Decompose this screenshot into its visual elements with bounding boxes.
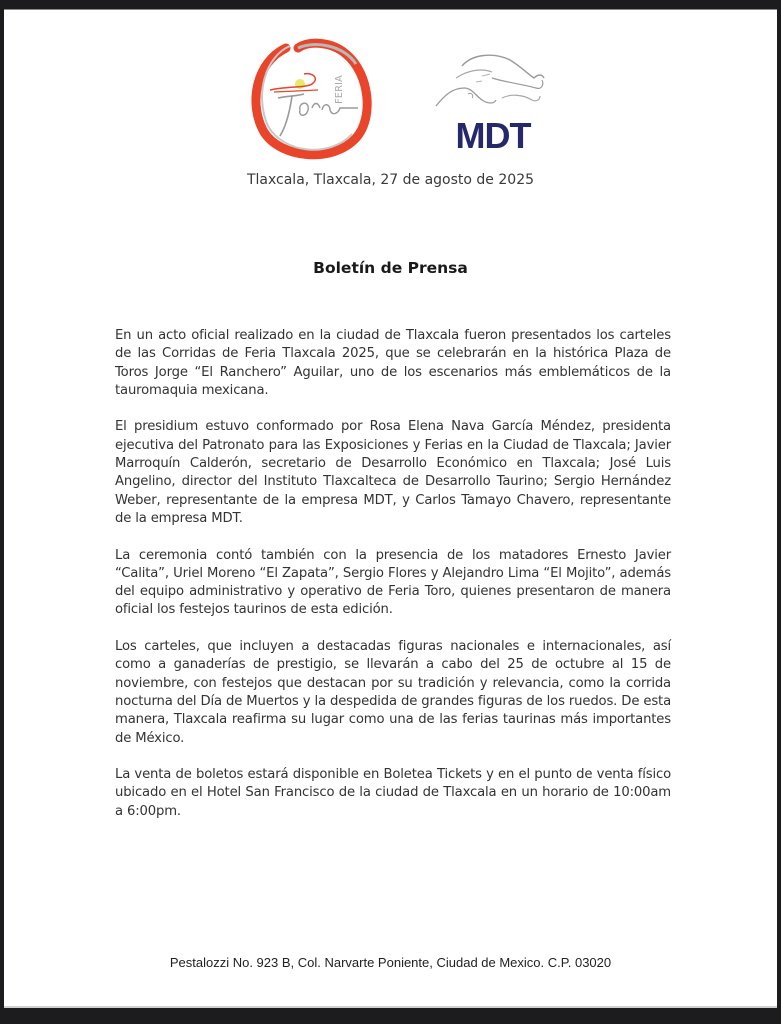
dateline: Tlaxcala, Tlaxcala, 27 de agosto de 2025 xyxy=(246,172,535,188)
paragraph: La venta de boletos estará disponible en Boletea Tickets y en el punto de venta físico ubicado en el Hotel San Francisco de la ciudad de Tlaxcala en un horario de 10:00am a 6:00pm. xyxy=(115,767,671,819)
mdt-wordmark: MDT xyxy=(455,115,531,156)
mdt-logo xyxy=(432,48,554,160)
paragraph: La ceremonia contó también con la presencia de los matadores Ernesto Javier “Calita”, Uriel Moreno “El Zapata”, Sergio Flores y Alejandro Lima “El Mojito”, además del equipo administrativo y operativo de Feria Toro, quienes presentaron de manera oficial los festejos taurinos de esta edición. xyxy=(115,547,671,618)
document-body xyxy=(115,327,671,839)
svg-text:FERIA: FERIA xyxy=(334,75,345,104)
paragraph: Los carteles, que incluyen a destacadas figuras nacionales e internacionales, así como a ganaderías de prestigio, se llevarán a cabo del 25 de octubre al 15 de noviembre, con festejos que destacan por su tradición y relevancia, como la corrida nocturna del Día de Muertos y la despedida de grandes figuras de los ruedos. De esta manera, Tlaxcala reafirma su lugar como una de las ferias taurinas más importantes de México. xyxy=(115,639,671,746)
document-page xyxy=(4,9,777,1008)
bull-icon xyxy=(432,48,554,118)
paragraph: El presidium estuvo conformado por Rosa Elena Nava García Méndez, presidenta ejecutiva del Patronato para las Exposiciones y Ferias en la Ciudad de Tlaxcala; Javier Marroquín Calderón, secretario de Desarrollo Económico en Tlaxcala; José Luis Angelino, director del Instituto Tlaxcalteca de Desarrollo Taurino; Sergio Hernández Weber, representante de la empresa MDT, y Carlos Tamayo Chavero, representante de la empresa MDT. xyxy=(115,419,671,526)
document-title: Boletín de Prensa xyxy=(313,259,468,277)
footer-address: Pestalozzi No. 923 B, Col. Narvarte Poniente, Ciudad de Mexico. C.P. 03020 xyxy=(169,955,612,970)
paragraph: En un acto oficial realizado en la ciudad de Tlaxcala fueron presentados los carteles de las Corridas de Feria Tlaxcala 2025, que se celebrarán en la histórica Plaza de Toros Jorge “El Ranchero” Aguilar, uno de los escenarios más emblemáticos de la tauromaquia mexicana. xyxy=(115,328,671,398)
feria-toro-logo-icon xyxy=(246,34,374,164)
